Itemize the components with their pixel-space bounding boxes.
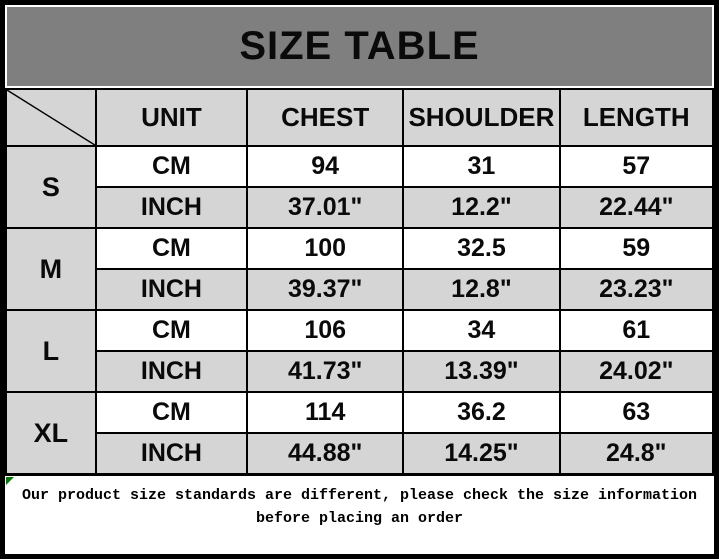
footer-note-line2: before placing an order (255, 509, 464, 527)
unit-cell-l-cm: CM (96, 310, 247, 351)
cell-xl-inch-chest: 44.88" (247, 433, 403, 474)
size-table (5, 88, 714, 475)
page-title: SIZE TABLE (7, 7, 712, 86)
unit-cell-s-cm: CM (96, 146, 247, 187)
size-label-l: L (6, 310, 96, 392)
cell-m-cm-chest: 100 (247, 228, 403, 269)
table-row (6, 310, 713, 351)
unit-cell-xl-inch: INCH (96, 433, 247, 474)
footer-note (5, 475, 714, 554)
cell-m-inch-length: 23.23" (560, 269, 713, 310)
header-row (6, 89, 713, 146)
cell-corner-marker-icon (6, 477, 14, 485)
column-header-shoulder: SHOULDER (403, 89, 559, 146)
diagonal-line-icon (7, 90, 95, 145)
unit-cell-m-cm: CM (96, 228, 247, 269)
cell-s-cm-length: 57 (560, 146, 713, 187)
table-row (6, 228, 713, 269)
cell-s-inch-chest: 37.01" (247, 187, 403, 228)
column-header-unit: UNIT (96, 89, 247, 146)
cell-l-inch-chest: 41.73" (247, 351, 403, 392)
table-row (6, 187, 713, 228)
size-label-xl: XL (6, 392, 96, 474)
unit-cell-l-inch: INCH (96, 351, 247, 392)
cell-l-cm-chest: 106 (247, 310, 403, 351)
cell-m-cm-shoulder: 32.5 (403, 228, 559, 269)
cell-l-cm-length: 61 (560, 310, 713, 351)
column-header-chest: CHEST (247, 89, 403, 146)
unit-cell-xl-cm: CM (96, 392, 247, 433)
table-row (6, 433, 713, 474)
cell-xl-cm-shoulder: 36.2 (403, 392, 559, 433)
cell-xl-inch-length: 24.8" (560, 433, 713, 474)
cell-l-inch-shoulder: 13.39" (403, 351, 559, 392)
table-row (6, 392, 713, 433)
cell-s-inch-shoulder: 12.2" (403, 187, 559, 228)
table-row (6, 146, 713, 187)
cell-l-cm-shoulder: 34 (403, 310, 559, 351)
cell-m-cm-length: 59 (560, 228, 713, 269)
cell-xl-cm-length: 63 (560, 392, 713, 433)
cell-s-cm-shoulder: 31 (403, 146, 559, 187)
cell-xl-inch-shoulder: 14.25" (403, 433, 559, 474)
unit-cell-s-inch: INCH (96, 187, 247, 228)
cell-s-inch-length: 22.44" (560, 187, 713, 228)
footer-note-line1: Our product size standards are different, please check the size information (21, 487, 698, 504)
cell-l-inch-length: 24.02" (560, 351, 713, 392)
cell-m-inch-shoulder: 12.8" (403, 269, 559, 310)
size-label-m: M (6, 228, 96, 310)
size-label-s: S (6, 146, 96, 228)
table-row (6, 351, 713, 392)
cell-m-inch-chest: 39.37" (247, 269, 403, 310)
cell-xl-cm-chest: 114 (247, 392, 403, 433)
column-header-length: LENGTH (560, 89, 713, 146)
cell-s-cm-chest: 94 (247, 146, 403, 187)
table-row (6, 269, 713, 310)
unit-cell-m-inch: INCH (96, 269, 247, 310)
diagonal-cell (6, 89, 96, 146)
